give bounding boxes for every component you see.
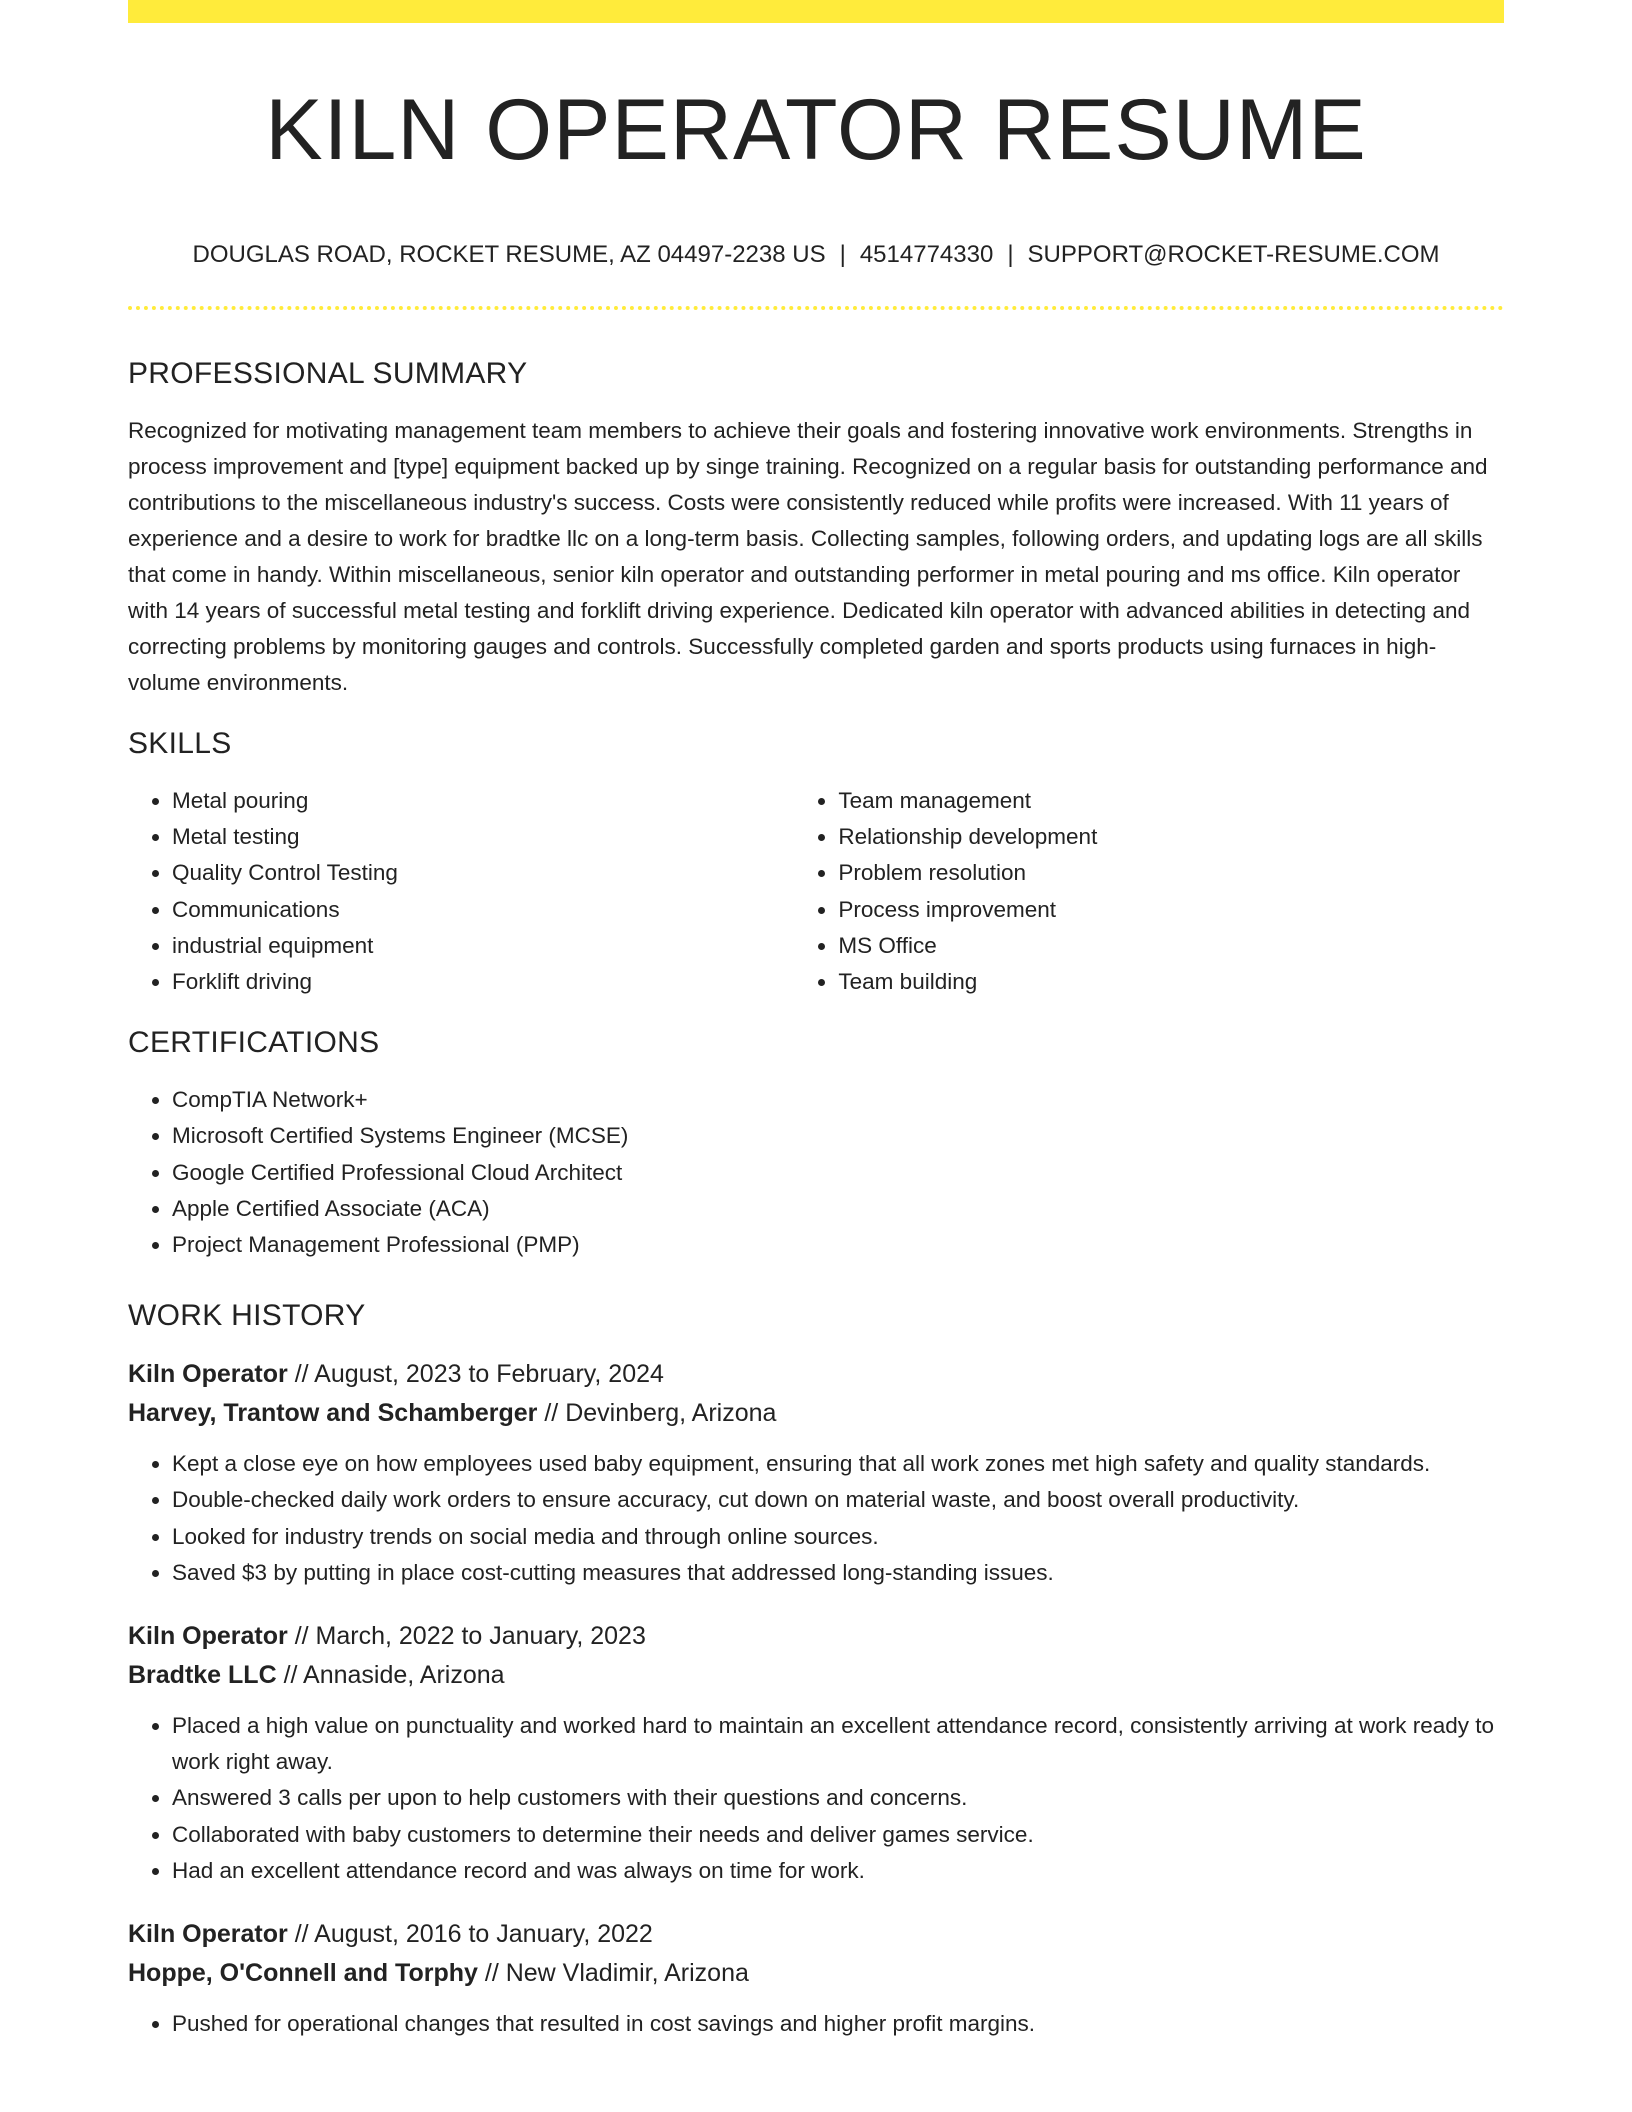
contact-separator: | <box>1007 241 1014 268</box>
skills-list-left <box>128 783 794 1000</box>
job-divider: // <box>477 1958 506 1987</box>
summary-heading: PROFESSIONAL SUMMARY <box>128 357 528 390</box>
skill-item: • Forklift driving <box>172 964 794 1000</box>
contact-address: DOUGLAS ROAD, ROCKET RESUME, AZ 04497-2238 US <box>192 241 826 268</box>
skill-item: • Team management <box>838 783 1504 819</box>
job-dates: March, 2022 to January, 2023 <box>315 1622 646 1651</box>
certification-item: • CompTIA Network+ <box>172 1082 1504 1118</box>
skills-columns <box>128 783 1504 1000</box>
job-title: Kiln Operator <box>128 1360 288 1389</box>
certification-item: • Apple Certified Associate (ACA) <box>172 1191 1504 1227</box>
work-history-section <box>128 1295 1504 2042</box>
job-location: Annaside, Arizona <box>303 1660 505 1689</box>
job-title-line <box>128 1915 1504 1954</box>
job-bullet: • Double-checked daily work orders to ensure accuracy, cut down on material waste, and boost overall productivity. <box>172 1482 1504 1518</box>
skill-item: • industrial equipment <box>172 928 794 964</box>
job-bullet: • Pushed for operational changes that resulted in cost savings and higher profit margins. <box>172 2006 1504 2042</box>
dotted-divider <box>128 306 1504 310</box>
job-title: Kiln Operator <box>128 1622 288 1651</box>
job-company-line <box>128 1394 1504 1433</box>
certifications-list <box>128 1082 1504 1263</box>
job-bullet: • Collaborated with baby customers to determine their needs and deliver games service. <box>172 1817 1504 1853</box>
job-company: Hoppe, O'Connell and Torphy <box>128 1958 478 1987</box>
job-bullet: • Answered 3 calls per upon to help customers with their questions and concerns. <box>172 1780 1504 1816</box>
job-dates: August, 2016 to January, 2022 <box>314 1920 653 1949</box>
certifications-heading: CERTIFICATIONS <box>128 1026 380 1060</box>
job-divider: // <box>287 1622 316 1651</box>
skill-item: • Process improvement <box>838 892 1504 928</box>
skill-item: • Metal testing <box>172 819 794 855</box>
job-bullet: • Looked for industry trends on social media and through online sources. <box>172 1519 1504 1555</box>
skills-list-right <box>794 783 1504 1000</box>
skill-item: • Communications <box>172 892 794 928</box>
job-bullets <box>128 1446 1504 1591</box>
work-history-heading: WORK HISTORY <box>128 1299 366 1333</box>
certification-item: • Project Management Professional (PMP) <box>172 1227 1504 1263</box>
certification-item: • Microsoft Certified Systems Engineer (MCSE) <box>172 1118 1504 1154</box>
skill-item: • Quality Control Testing <box>172 855 794 891</box>
summary-text: Recognized for motivating management team members to achieve their goals and fostering innovative work environments. Strengths in process improvement and [type] equipment backed up by singe training. Recognized on a regular basis for outstanding performance and contributions to the miscellaneous industry's success. Costs were consistently reduced while profits were increased. With 11 years of experience and a desire to work for bradtke llc on a long-term basis. Collecting samples, following orders, and updating logs are all skills that come in handy. Within miscellaneous, senior kiln operator and outstanding performer in metal pouring and ms office. Kiln operator with 14 years of successful metal testing and forklift driving experience. Dedicated kiln operator with advanced abilities in detecting and correcting problems by monitoring gauges and controls. Successfully completed garden and sports products using furnaces in high-volume environments. <box>128 418 1488 695</box>
job-company: Bradtke LLC <box>128 1660 277 1689</box>
job-dates: August, 2023 to February, 2024 <box>314 1360 664 1389</box>
certification-item: • Google Certified Professional Cloud Architect <box>172 1155 1504 1191</box>
job-bullet: • Kept a close eye on how employees used baby equipment, ensuring that all work zones met high safety and quality standards. <box>172 1446 1504 1482</box>
resume-body <box>128 353 1504 2068</box>
skill-item: • MS Office <box>838 928 1504 964</box>
job-company-line <box>128 1954 1504 1993</box>
accent-top-bar <box>128 0 1504 23</box>
skill-item: • Problem resolution <box>838 855 1504 891</box>
job-entry <box>128 1355 1504 1591</box>
skill-item: • Metal pouring <box>172 783 794 819</box>
job-divider: // <box>537 1398 566 1427</box>
skills-heading: SKILLS <box>128 727 232 760</box>
job-bullets <box>128 2006 1504 2042</box>
job-entry <box>128 1617 1504 1889</box>
certifications-section <box>128 1022 1504 1263</box>
resume-title: KILN OPERATOR RESUME <box>265 82 1367 178</box>
job-bullet: • Had an excellent attendance record and was always on time for work. <box>172 1853 1504 1889</box>
skills-section <box>128 723 1504 1000</box>
job-bullet: • Placed a high value on punctuality and worked hard to maintain an excellent attendance record, consistently arriving at work ready to work right away. <box>172 1708 1504 1780</box>
job-company: Harvey, Trantow and Schamberger <box>128 1398 538 1427</box>
contact-line <box>128 237 1504 273</box>
skill-item: • Relationship development <box>838 819 1504 855</box>
contact-separator: | <box>839 241 846 268</box>
job-title-line <box>128 1355 1504 1394</box>
contact-email: SUPPORT@ROCKET-RESUME.COM <box>1027 241 1440 268</box>
job-divider: // <box>287 1360 315 1389</box>
job-divider: // <box>287 1920 315 1949</box>
job-entry <box>128 1915 1504 2042</box>
job-title: Kiln Operator <box>128 1920 288 1949</box>
job-location: Devinberg, Arizona <box>565 1398 777 1427</box>
job-location: New Vladimir, Arizona <box>505 1958 749 1987</box>
job-bullets <box>128 1708 1504 1889</box>
contact-phone: 4514774330 <box>859 241 994 268</box>
summary-section <box>128 353 1504 701</box>
job-title-line <box>128 1617 1504 1656</box>
skill-item: • Team building <box>838 964 1504 1000</box>
job-divider: // <box>276 1660 304 1689</box>
job-company-line <box>128 1656 1504 1695</box>
job-bullet: • Saved $3 by putting in place cost-cutting measures that addressed long-standing issues. <box>172 1555 1504 1591</box>
